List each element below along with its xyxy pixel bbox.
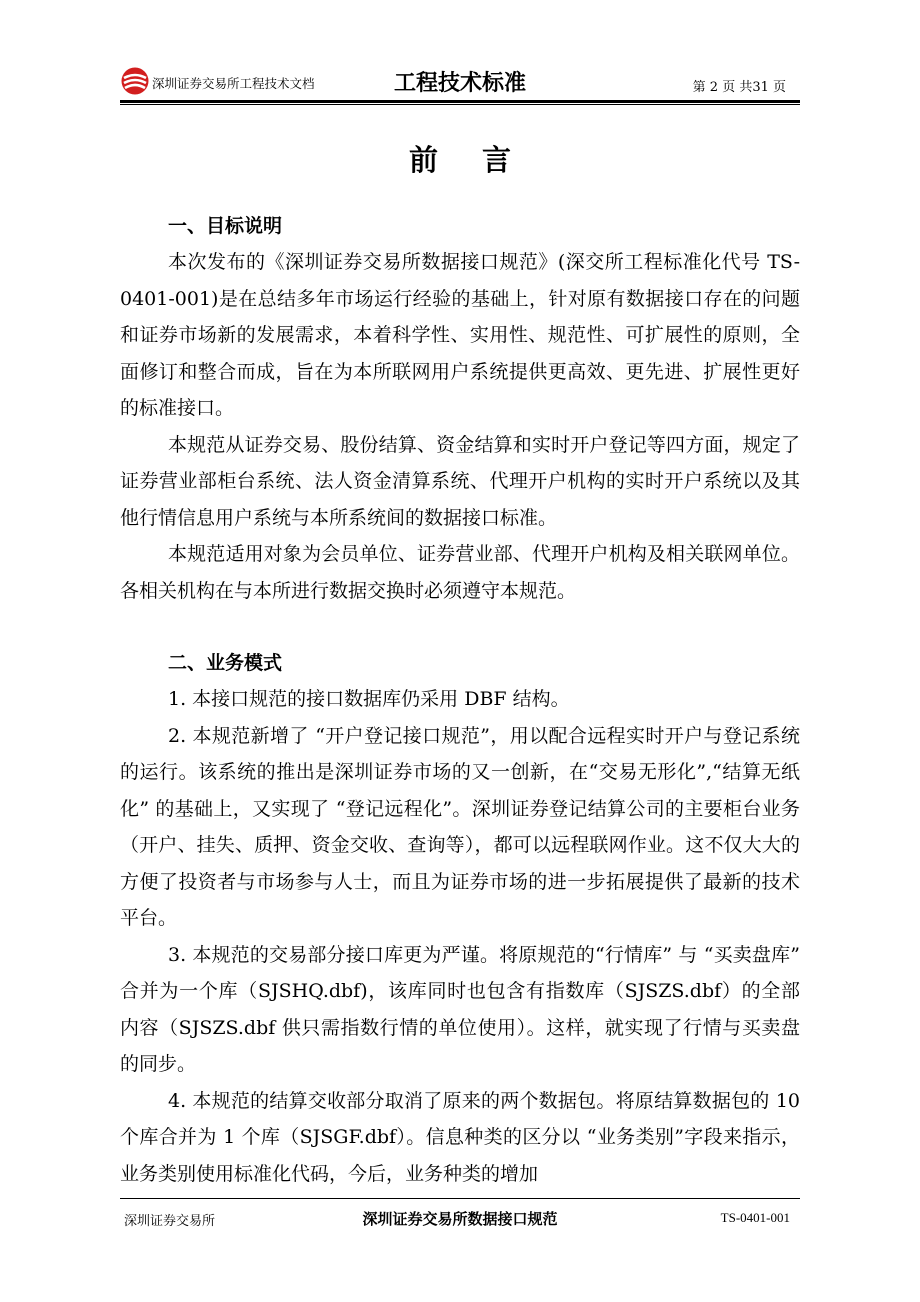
footer-doc-title: 深圳证券交易所数据接口规范 — [362, 1210, 558, 1228]
header-org-doc: 深圳证券交易所工程技术文档 — [152, 76, 315, 91]
page-header — [120, 62, 800, 100]
page-footer — [120, 1208, 800, 1230]
paragraph: 1. 本接口规范的接口数据库仍采用 DBF 结构。 — [168, 688, 570, 710]
section-heading: 二、业务模式 — [168, 652, 283, 674]
document-body — [120, 208, 800, 1192]
paragraph: 4. 本规范的结算交收部分取消了原来的两个数据包。将原结算数据包的 10 个库合并为 1 个库（SJSGF.dbf）。信息种类的区分以 “业务类别”字段来指示，业务类别使用标准化代码，今后，业务种类的增加 — [120, 1089, 800, 1185]
header-divider — [120, 100, 800, 103]
page-title: 前言 — [408, 143, 555, 177]
paragraph: 3. 本规范的交易部分接口库更为严谨。将原规范的“行情库” 与 “买卖盘库” 合并为一个库（SJSHQ.dbf)，该库同时也包含有指数库（SJSZS.dbf）的全部内容（SJSZS.dbf 供只需指数行情的单位使用）。这样，就实现了行情与买卖盘的同步。 — [120, 943, 800, 1075]
paragraph: 本次发布的《深圳证券交易所数据接口规范》(深交所工程标准化代号 TS-0401-001)是在总结多年市场运行经验的基础上，针对原有数据接口存在的问题和证券市场新的发展需求，本着科学性、实用性、规范性、可扩展性的原则，全面修订和整合而成，旨在为本所联网用户系统提供更高效、更先进、扩展性更好的标准接口。 — [120, 251, 800, 419]
footer-org: 深圳证券交易所 — [124, 1214, 216, 1229]
page-number: 第 2 页 共31 页 — [692, 80, 786, 95]
footer-divider — [120, 1198, 800, 1199]
header-title: 工程技术标准 — [393, 70, 526, 96]
paragraph: 本规范适用对象为会员单位、证券营业部、代理开户机构及相关联网单位。各相关机构在与本所进行数据交换时必须遵守本规范。 — [120, 543, 800, 602]
section-heading: 一、目标说明 — [168, 215, 283, 237]
header-divider-thin — [120, 104, 800, 105]
paragraph: 本规范从证券交易、股份结算、资金结算和实时开户登记等四方面，规定了证券营业部柜台系统、法人资金清算系统、代理开户机构的实时开户系统以及其他行情信息用户系统与本所系统间的数据接口标准。 — [120, 433, 800, 529]
footer-doc-code: TS-0401-001 — [720, 1210, 790, 1225]
paragraph: 2. 本规范新增了 “开户登记接口规范”，用以配合远程实时开户与登记系统的运行。该系统的推出是深圳证券市场的又一创新，在“交易无形化”,“结算无纸化” 的基础上，又实现了 “登记远程化”。深圳证券登记结算公司的主要柜台业务（开户、挂失、质押、资金交收、查询等），都可以远程联网作业。这不仅大大的方便了投资者与市场参与人士，而且为证券市场的进一步拓展提供了最新的技术平台。 — [120, 724, 800, 929]
